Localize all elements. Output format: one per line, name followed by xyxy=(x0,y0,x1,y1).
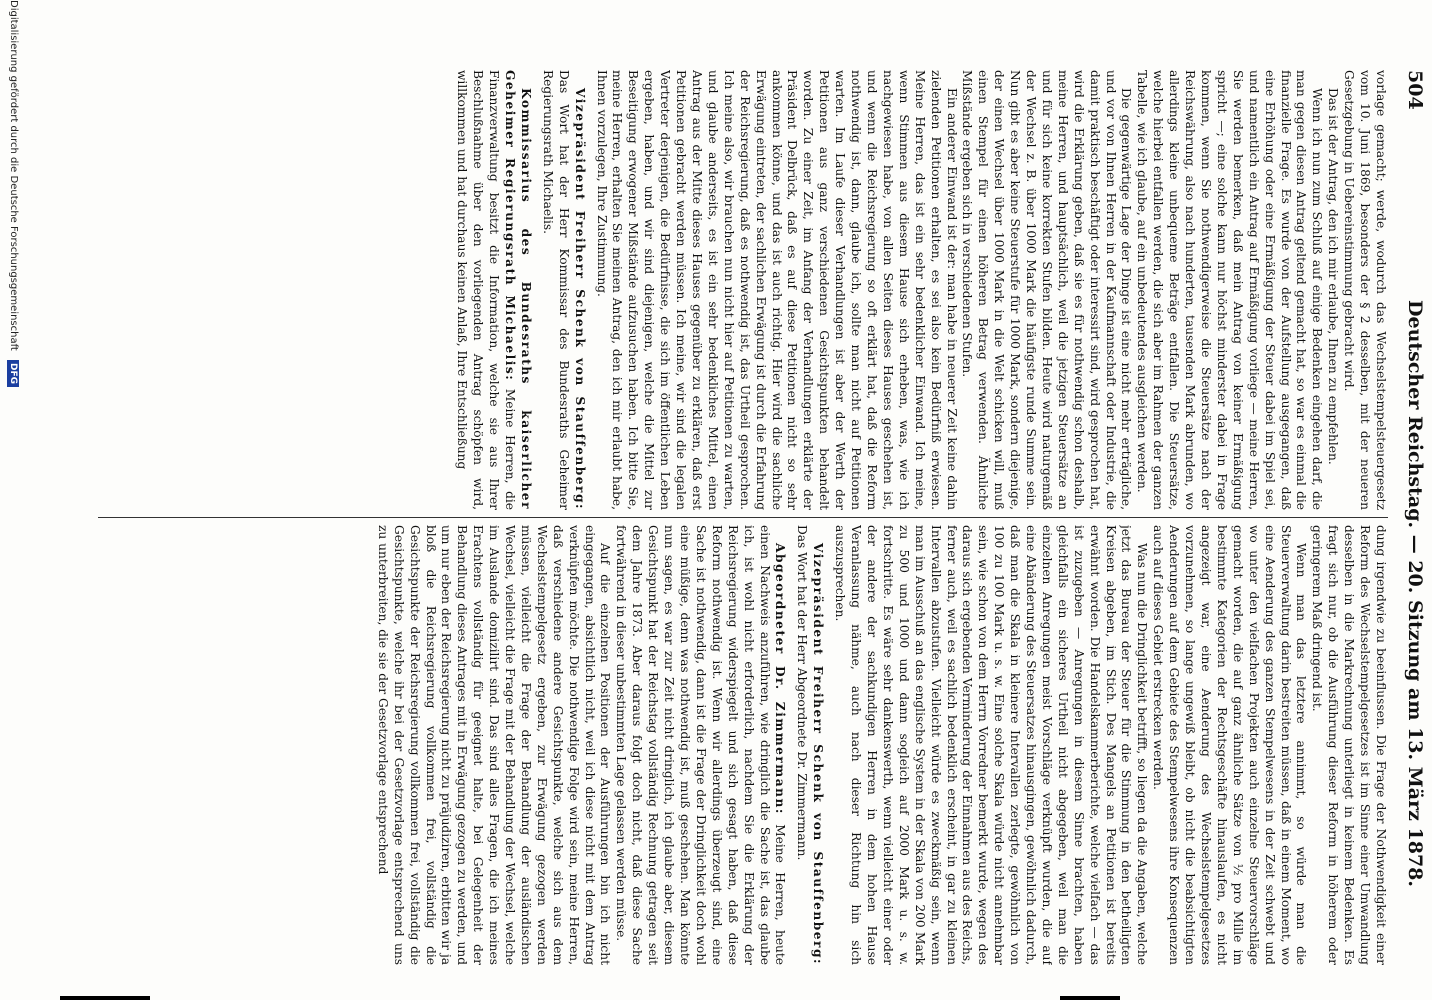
column-divider xyxy=(98,517,1388,518)
paragraph xyxy=(831,525,1149,965)
paragraph-text: Das Wort hat der Herr Abgeordnete Dr. Zimmermann. xyxy=(795,525,810,861)
paragraph xyxy=(1340,70,1388,510)
running-title: Deutscher Reichstag. — 20. Sitzung am 13. März 1878. xyxy=(1404,300,1426,887)
digitization-credit xyxy=(7,0,19,387)
paragraph xyxy=(1308,525,1388,965)
speaker-name: Vizepräsident Freiherr Schenk von Stauffenberg: xyxy=(572,88,587,510)
running-header xyxy=(1396,70,1426,930)
paragraph xyxy=(539,70,587,510)
paragraph-text: Wenn ich nun zum Schluß auf einige Bedenken eingehen darf, die man gegen diesen Antrag geltend gemacht hat, so war es einmal die finanzielle Frage. Es wurde von der Aufstellung ausgegangen, daß eine Erhöhung oder eine Ermäßigung der Steuer dabei im Spiel sei, und namentlich ein Antrag auf Ermäßigung vorliege — meine Herren, Sie werden bemerken, daß mein Antrag von keiner Ermäßigung spricht —; eine solche kann nur höchst minderster dabei in Frage kommen, wenn Sie nothwendigerweise die Steuersätze nach der Reichswährung, also nach hunderten, tausenden Mark abrunden, wo allerdings kleine unbequeme Beträge entfallen. Die Steuersätze, welche hierbei entfallen werden, die sich aber im Rahmen der ganzen Tabelle, wie ich glaube, auf ein unbedeutendes ausgleichen werden. xyxy=(1135,70,1325,510)
paragraph-text: Ein anderer Einwand ist der: man habe in neuerer Zeit keine dahin zielenden Petitionen erhalten, es sei also kein Bedürfniß erwiesen. Meine Herren, das ist ein sehr bedenklicher Einwand. Ich meine, wenn Stimmen aus diesem Hause sich erheben, was, wie ich nachgewiesen habe, von allen Seiten dieses Hauses geschehen ist, und wenn die Reichsregierung so oft erklärt hat, daß die Reform nothwendig ist, dann, glaube ich, sollte man nicht auf Petitionen warten. Im Laufe dieser Verhandlungen ist aber der Werth der Petitionen aus ganz verschiedenen Gesichtspunkten behandelt worden. Zu einer Zeit, im Anfang der Verhandlungen erklärte der Präsident Delbrück, daß es auf diese Petitionen nicht so sehr ankommen könne, und das ist auch richtig. Hier wird die sachliche Erwägung eintreten, der sachlichen Erwägung ist durch die Erfahrung der Reichsregierung, daß es nothwendig ist, das Urtheil gesprochen. Ich meine also, wir brauchen nun nicht hier auf Petitionen zu warten, und glaube anderseits, es ist ein sehr bedenkliches Mittel, einen Antrag aus der Mitte dieses Hauses gegenüber zu erklären, daß erst Petitionen gebracht werden müssen. Ich meine, wir sind die legalen Vertreter derjenigen, die Bedürfnisse, die sich im öffentlichen Leben ergeben, haben, und wir sind diejenigen, welche die Mittel zur Beseitigung erwogener Mißstände aufzusuchen haben. Ich bitte Sie, meine Herren, erhalten Sie meinen Antrag, den ich mir erlaubt habe, Ihnen vorzulegen, Ihre Zustimmung. xyxy=(594,70,959,510)
paragraph-text: Das ist der Antrag, den ich mir erlaube, Ihnen zu empfehlen. xyxy=(1326,88,1341,465)
paragraph xyxy=(1134,70,1325,510)
scan-artifact xyxy=(60,996,150,1000)
speaker-name: Abgeordneter Dr. Zimmermann: xyxy=(773,543,788,815)
paragraph xyxy=(593,70,959,510)
paragraph xyxy=(959,70,1134,510)
credit-text: Digitalisierung gefördert durch die Deutsche Forschungsgemeinschaft xyxy=(8,0,19,351)
paragraph-text: Das Wort hat der Herr Kommissar des Bundesraths Geheimer Regierungsrath Michaelis. xyxy=(540,70,571,510)
paragraph-text: Was nun die Dringlichkeit betrifft, so liegen da die Angaben, welche jetzt das Bureau der Steuer für die Stimmung in den betheiligten Kreisen abgeben, im Stich. Des Mangels an Petitionen ist bereits erwähnt worden. Die Handelskammerberichte, welche vielfach — das ist zuzugeben — Anregungen in diesem Sinne brachten, haben gleichfalls ein sicheres Urtheil nicht abgegeben, weil man die einzelnen Anregungen meist Vorschläge verknüpft wurden, die auf eine Abänderung des Steuersatzes hinausgingen, gewöhnlich dadurch, daß man die Skala in kleinere Intervallen zerlegte, gewöhnlich von 100 zu 100 Mark u. s. w. Eine solche Skala würde nicht annehmbar sein, wie schon von dem Herrn Vorredner bemerkt wurde, wegen des daraus sich ergebenden Verminderung der Einnahmen aus des Reichs, ferner auch, weil es sachlich bedenklich erscheint, in gar zu kleinen Intervallen abzustufen. Vielleicht würde es zweckmäßig sein, wenn man im Ausschuß an das englische System in der Skala von 200 Mark zu 500 und 1000 und dann sogleich auf 2000 Mark u. s. w. fortschritte. Es wäre sehr dankenswerth, wenn vielleicht einer oder der andere der sachkundigen Herren in dem hohen Hause Veranlassung nähme, auch nach dieser Richtung hin sich auszusprechen. xyxy=(833,525,1150,965)
paragraph xyxy=(793,525,825,965)
paragraph xyxy=(1324,70,1340,510)
paragraph-text: Meine Herren, heute einen Nachweis anzuführen, wie dringlich die Sache ist, das glaube ich, ist wohl nicht erforderlich, nachdem Sie die Erklärung der Reichsregierung widerspiegelt und sich gesagt haben, daß diese Reform nothwendig ist. Wenn wir allerdings überzeugt sind, eine Sache ist nothwendig, dann ist die Frage der Dringlichkeit doch wohl eine müßige, denn was nothwendig ist, muß geschehen. Man könnte nun sagen, es war zur Zeit nicht dringlich, ich glaube aber, diesem Gesichtspunkt hat der Reichstag vollständig Rechnung getragen seit dem Jahre 1873. Aber daraus folgt doch nicht, daß diese Sache fortwährend in dieser unbestimmten Lage gelassen werden müsse. xyxy=(614,525,788,965)
dfg-logo: DFG xyxy=(7,360,19,387)
paragraph-text: Wenn man das letztere annimmt, so würde man die Steuerverwaltung darin bestreiten müssen, daß in einem Moment, wo eine Aenderung des ganzen Stempelwesens in der Zeit schwebt und wo unter den vielfachen Projekten auch einzelne Steuervorschläge gemacht worden, die auf ganz ähnliche Sätze von ½ pro Mille im bestimmte Kategorien der Rechtsgeschäfte hinauslaufen, es nicht angezeigt war, eine Aenderung des Wechselstempelgesetzes vorzunehmen, so lange ungewiß bleibt, ob nicht die beabsichtigten Aenderungen auf dem Gebiete des Stempelwesens ihre Konsequenzen auch auf dieses Gebiet erstrecken werden. xyxy=(1151,525,1309,965)
paragraph-text: Die gegenwärtige Lage der Dinge ist eine nicht mehr erträgliche, und vor von Ihnen Herren in der Kaufmannschaft oder Industrie, die damit praktisch beschäftigt oder interessirt sind, wird gesprochen hat, wird die Erklärung geben, daß sie es für nothwendig schon deshalb, meine Herren, und hauptsächlich, weil die jetzigen Steuersätze an und für sich keine korrekten Stufen bilden. Heute wird naturgemäß der Wechsel z. B. über 1000 Mark die häufigste runde Summe sein. Nun gibt es aber keine Steuerstufe für 1000 Mark, sondern diejenige, der einen Wechsel über 1000 Mark in die Welt schicken will, muß einen Stempel für einen höheren Betrag verwenden. Ähnliche Mißstände ergeben sich in verschiedenen Stufen. xyxy=(960,70,1134,510)
paragraph xyxy=(453,70,533,510)
right-text-column xyxy=(98,525,1388,965)
left-text-column xyxy=(98,70,1388,510)
paragraph-text: dung irgendwie zu beeinflussen. Die Frage der Nothwendigkeit einer Reform des Wechselstempelgesetzes ist im Sinne einer Umwandlung desselben in die Markrechnung unterliegt in keinem Bedenken. Es fragt sich nur, ob die Ausführung dieser Reform in höherem oder geringerem Maß dringend ist. xyxy=(1310,525,1388,965)
paragraph xyxy=(1149,525,1308,965)
page-number: 504 xyxy=(1404,70,1426,110)
speaker-name: Vizepräsident Freiherr Schenk von Stauffenberg: xyxy=(811,543,826,965)
scan-artifact xyxy=(1060,996,1120,1000)
paragraph xyxy=(613,525,788,965)
paragraph xyxy=(374,525,613,965)
paragraph-text: Meine Herren, die Finanzverwaltung besitzt die Information, welche sie aus Ihrer Beschlußnahme über den vorliegenden Antrag schöpfen wird, willkommen und hat durchaus keinen Anlaß, Ihre Entschließung xyxy=(455,70,518,510)
paragraph-text: Auf die einzelnen Positionen der Ausführungen bin ich nicht eingegangen, absichtlich nicht, weil ich diese nicht mit dem Antrag verknüpfen möchte. Die nothwendige Folge wird sein, meine Herren, daß verschiedene andere Gesichtspunkte, welche sich aus dem Wechselstempelgesetz ergeben, zur Erwägung gezogen werden müssen, vielleicht die Frage der Behandlung der ausländischen Wechsel, vielleicht die Frage mit der Behandlung der Wechsel, welche im Auslande domizilirt sind. Das sind alles Fragen, die ich meines Erachtens vollständig für geeignet halte, bei Gelegenheit der Behandlung dieses Antrages mit in Erwägung gezogen zu werden, und um nur eben der Reichsregierung nicht zu präjudiziren, erbitten wir ja bloß die Reichsregierung vollkommen frei, vollständig die Gesichtspunkte der Reichsregierung vollkommen frei, vollständig die Gesichtspunkte, welche ihr bei der Gesetzvorlage entsprechend uns zu unterbreiten, die sie der Gesetzvorlage entsprechend xyxy=(375,525,613,965)
paragraph-text: vorlage gemacht; werde, wodurch das Wechselstempelsteuergesetz vom 10. Juni 1869, besonders der § 2 desselben, mit der neueren Gesetzgebung in Uebereinstimmung gebracht wird. xyxy=(1342,70,1388,510)
speaker-name: Kommissarius des Bundesraths kaiserlicher Geheimer Regierungsrath Michaelis: xyxy=(503,70,533,510)
